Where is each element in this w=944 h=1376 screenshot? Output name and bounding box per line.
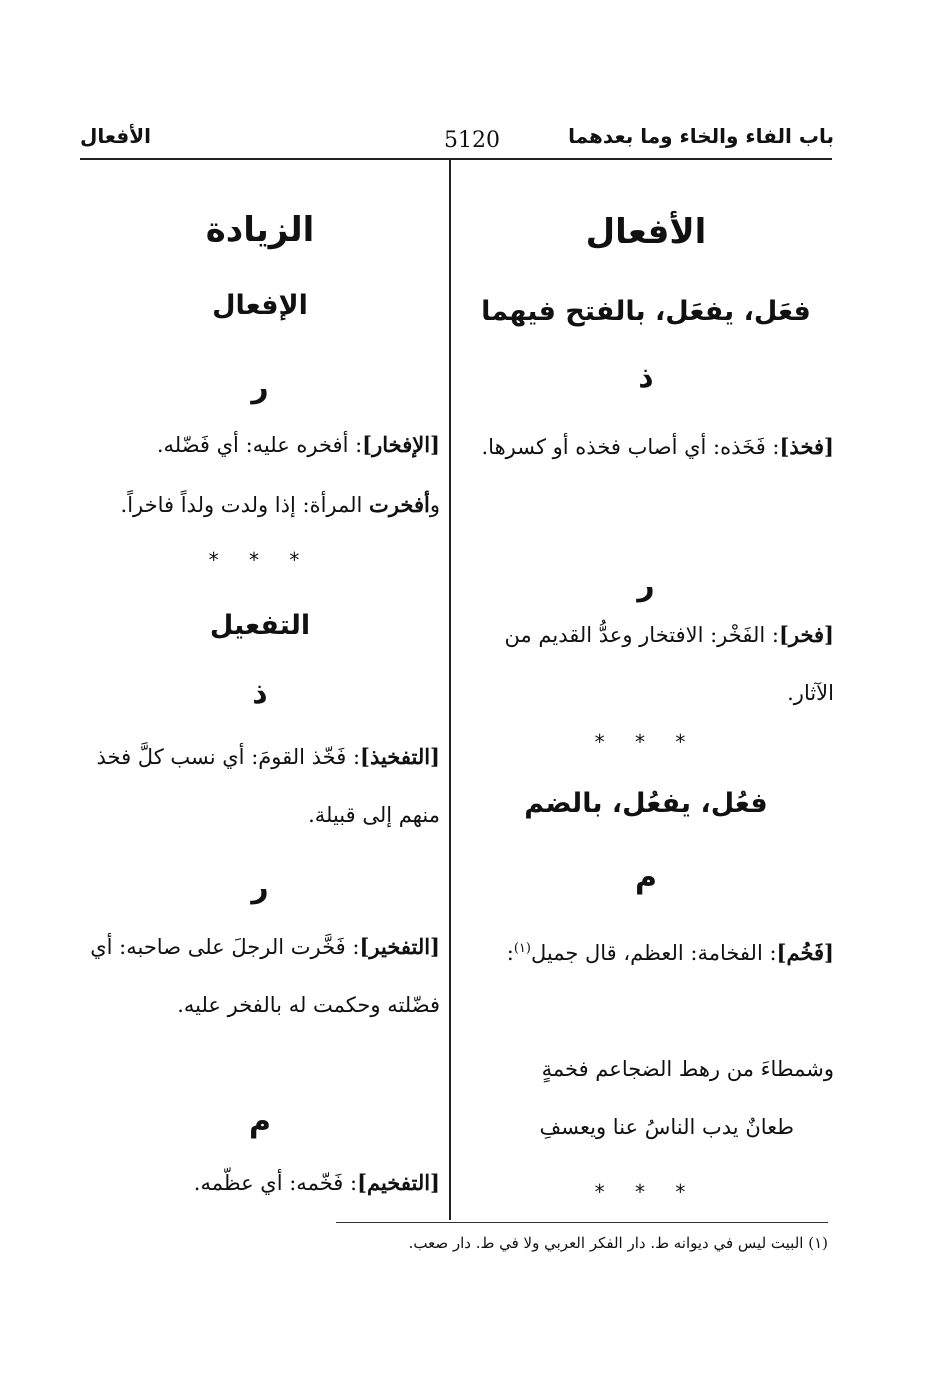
entry-text: : فَخّذ القومَ: أي نسب كلَّ فخذ منهم إلى قبيلة. [96, 745, 440, 827]
entry-term: [التفخيم] [357, 1170, 440, 1195]
verse-line: وشمطاءَ من رهط الضجاعم فخمةٍ [541, 1057, 834, 1081]
verse-line: طعانٌ يدب الناسُ عنا ويعسفِ [539, 1115, 794, 1139]
entry-text: : [506, 941, 514, 965]
dictionary-entry [80, 1154, 440, 1212]
dictionary-entry [80, 476, 440, 534]
column-divider [449, 160, 451, 1220]
running-header-section: باب الفاء والخاء وما بعدهما [568, 124, 834, 148]
dictionary-entry [458, 920, 834, 982]
root-letter-heading: ر [637, 568, 655, 603]
root-letter-heading: ر [251, 370, 269, 405]
root-letter-heading: م [635, 860, 657, 895]
running-header-chapter: الأفعال [80, 124, 151, 148]
entry-term: أفخرت [369, 492, 430, 517]
subsection-title: التفعيل [209, 610, 311, 641]
section-separator: * * * [594, 730, 698, 754]
entry-text: المرأة: إذا ولدت ولداً فاخراً. [120, 493, 370, 517]
dictionary-entry [80, 416, 440, 474]
entry-term: [فخذ] [779, 434, 834, 459]
entry-prefix: و [429, 493, 440, 517]
section-title: الأفعال [585, 212, 707, 252]
entry-text: : أفخره عليه: أي فَضّله. [156, 433, 363, 457]
left-column [80, 160, 440, 1220]
entry-term: [فَخُم] [776, 940, 834, 965]
root-letter-heading: ذ [638, 360, 654, 395]
right-column [458, 160, 834, 1220]
dictionary-entry [458, 418, 834, 476]
subsection-title: فعَل، يفعَل، بالفتح فيهما [481, 296, 811, 327]
dictionary-entry [80, 728, 440, 844]
entry-text: : الفخامة: العظم، قال جميل [530, 941, 777, 965]
dictionary-entry [458, 606, 834, 722]
entry-term: [التفخيذ] [360, 744, 440, 769]
entry-text: : فَخّمه: أي عظّمه. [193, 1171, 358, 1195]
entry-text: : فَخَّرت الرجلَ على صاحبه: أي فضّلته وحكمت له بالفخر عليه. [90, 935, 440, 1017]
subsection-title: الإفعال [212, 290, 308, 321]
section-separator: * * * [594, 1180, 698, 1204]
entry-text: : فَخَذه: أي أصاب فخذه أو كسرها. [481, 435, 780, 459]
root-letter-heading: ر [251, 870, 269, 905]
section-title: الزيادة [205, 210, 315, 250]
poem-verse [458, 1040, 834, 1156]
page-number: 5120 [444, 128, 500, 153]
section-separator: * * * [208, 548, 312, 572]
subsection-title: فعُل، يفعُل، بالضم [524, 788, 768, 819]
root-letter-heading: ذ [252, 676, 268, 711]
footnote: (١) البيت ليس في ديوانه ط. دار الفكر العربي ولا في ط. دار صعب. [408, 1234, 828, 1252]
footnote-rule [336, 1222, 828, 1223]
footnote-reference: (١) [513, 941, 531, 956]
entry-term: [التفخير] [359, 934, 440, 959]
entry-term: [فخر] [778, 622, 834, 647]
root-letter-heading: م [249, 1104, 271, 1139]
dictionary-entry [80, 918, 440, 1034]
entry-text: : الفَخْر: الافتخار وعدُّ القديم من الآثار. [504, 623, 834, 705]
entry-term: [الإفخار] [362, 432, 440, 457]
